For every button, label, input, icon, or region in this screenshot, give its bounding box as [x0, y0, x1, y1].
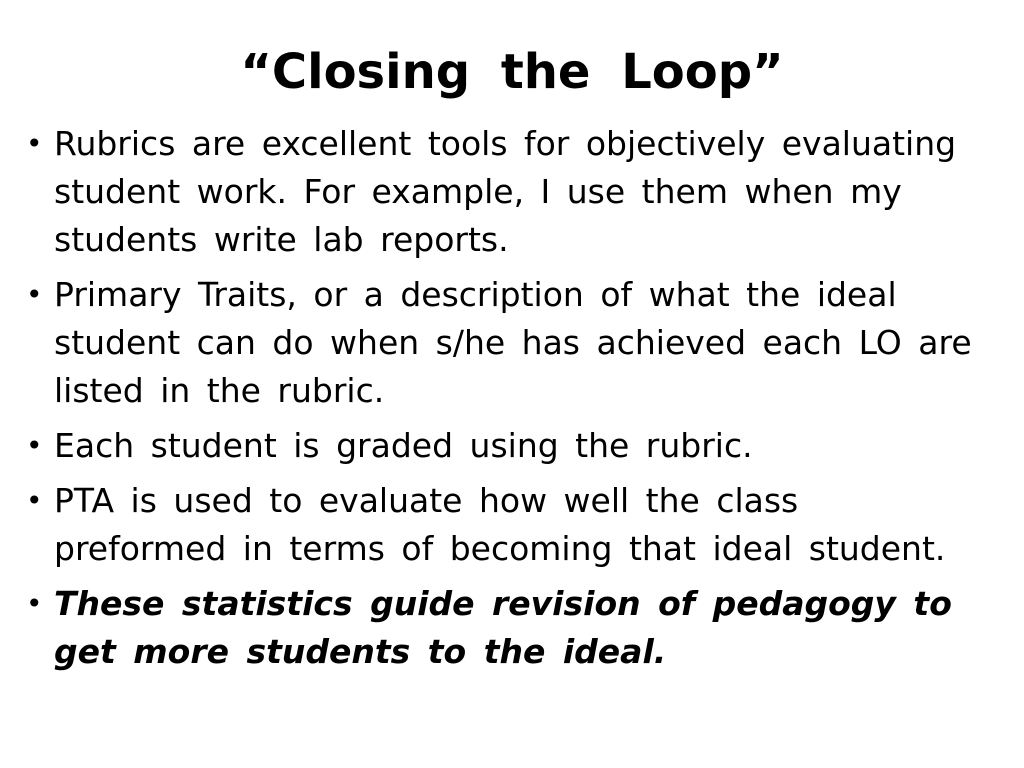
- bullet-item-emphasis: [26, 580, 986, 676]
- bullet-item: [26, 120, 986, 264]
- bullet-text: Primary Traits, or a description of what the ideal student can do when s/he has achieved each LO are listed in the rubric.: [54, 275, 972, 410]
- bullet-item: [26, 477, 986, 573]
- bullet-marker: •: [26, 278, 43, 311]
- bullet-item: [26, 422, 986, 470]
- bullet-marker: •: [26, 587, 43, 620]
- slide-title: “Closing the Loop”: [240, 44, 784, 100]
- bullet-text: These statistics guide revision of pedagogy to get more students to the ideal.: [54, 584, 952, 671]
- bullet-text: PTA is used to evaluate how well the class preformed in terms of becoming that ideal student.: [54, 481, 946, 568]
- bullet-text: Each student is graded using the rubric.: [54, 426, 753, 465]
- bullet-marker: •: [26, 127, 43, 160]
- bullet-list: [26, 120, 986, 683]
- bullet-marker: •: [26, 484, 43, 517]
- bullet-marker: •: [26, 429, 43, 462]
- bullet-text: Rubrics are excellent tools for objectively evaluating student work. For example, I use them when my students write lab reports.: [54, 124, 957, 259]
- bullet-item: [26, 271, 986, 415]
